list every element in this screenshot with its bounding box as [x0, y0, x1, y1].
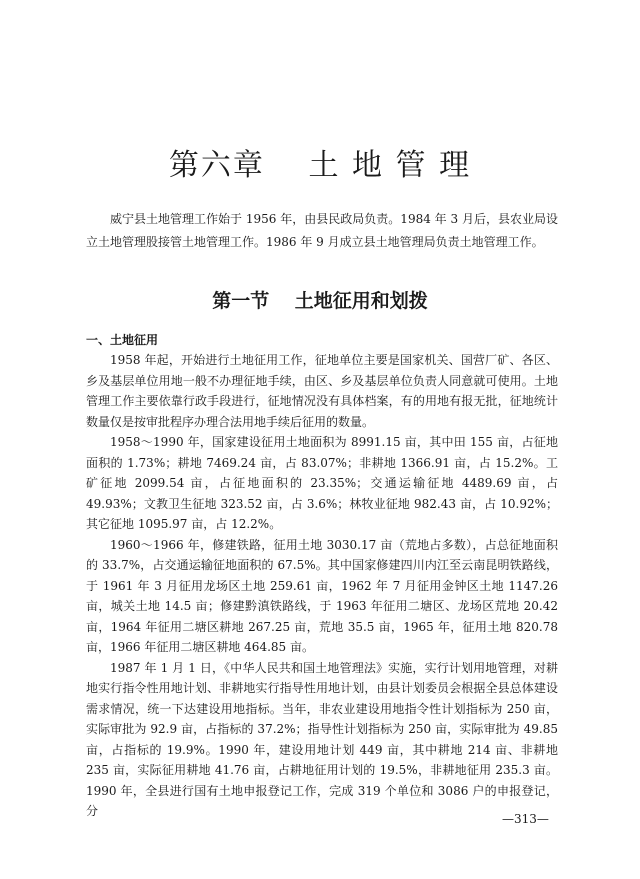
body-paragraph: 1958～1990 年，国家建设征用土地面积为 8991.15 亩，其中田 155 亩，占征地面积的 1.73%；耕地 7469.24 亩，占 83.07%；非耕地 1366.91 亩，占 15.2%。工矿征地 2099.54 亩，占征地面积的 23.35%；交通运输征地 4489.69 亩，占 49.93%；文教卫生征地 323.52 亩，占 3.6%；林牧业征地 982.43 亩，占 10.92%；其它征地 1095.97 亩，占 12.2%。 [86, 435, 558, 531]
body-paragraph: 1960～1966 年，修建铁路，征用土地 3030.17 亩（荒地占多数），占总征地面积的 33.7%，占交通运输征地面积的 67.5%。其中国家修建四川内江至云南昆明铁路线，于 1961 年 3 月征用龙场区土地 259.61 亩，1962 年 7 月征用金钟区土地 1147.26 亩，城关土地 14.5 亩；修建黔滇铁路线，于 1963 年征用二塘区、龙场区荒地 20.42 亩，1964 年征用二塘区耕地 267.25 亩，荒地 35.5 亩，1965 年，征用土地 820.78 亩，1966 年征用二塘区耕地 464.85 亩。 [86, 537, 558, 654]
page-number: —313— [502, 812, 549, 826]
chapter-intro-paragraph: 威宁县土地管理工作始于 1956 年，由县民政局负责。1984 年 3 月后，县农业局设立土地管理股接管土地管理工作。1986 年 9 月成立县土地管理局负责土地管理工作。 [86, 212, 558, 249]
section-title: 第一节 土地征用和划拨 [212, 290, 428, 312]
body-paragraph: 1987 年 1 月 1 日，《中华人民共和国土地管理法》实施，实行计划用地管理，对耕地实行指令性用地计划、非耕地实行指导性用地计划，由县计划委员会根据全县总体建设需求情况，统一下达建设用地指标。当年，非农业建设用地指令性计划指标为 250 亩，实际审批为 92.9 亩，占指标的 37.2%；指导性计划指标为 250 亩，实际审批为 49.85 亩，占指标的 19.9%。1990 年，建设用地计划 449 亩，其中耕地 214 亩、非耕地 235 亩，实际征用耕地 41.76 亩，占耕地征用计划的 19.5%，非耕地征用 235.3 亩。1990 年，全县进行国有土地申报登记工作，完成 319 个单位和 3086 户的申报登记，分 [86, 660, 558, 818]
subsection-title: 一、土地征用 [86, 333, 159, 347]
body-paragraph: 1958 年起，开始进行土地征用工作，征地单位主要是国家机关、国营厂矿、各区、乡及基层单位用地一般不办理征地手续，由区、乡及基层单位负责人同意就可使用。土地管理工作主要依靠行政手段进行，征地情况没有具体档案，有的用地有报无批，征地统计数量仅是按审批程序办理合法用地手续后征用的数量。 [86, 353, 558, 429]
chapter-title: 第六章 土 地 管 理 [168, 148, 472, 183]
section-body [86, 350, 558, 822]
